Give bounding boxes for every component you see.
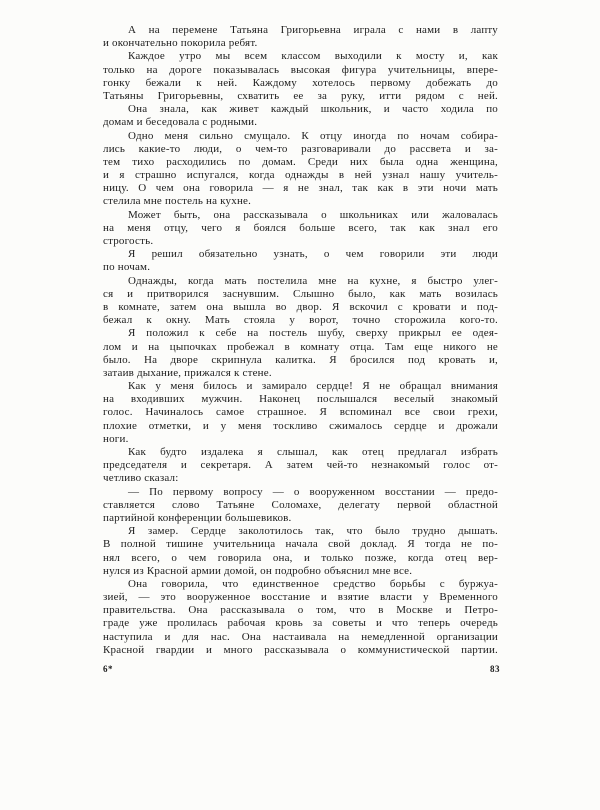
- text-line: гонку бежали к ней. Каждому хотелось первому добежать до: [103, 76, 498, 89]
- text-line: в комнате, затем она вышла во двор. Я вскочил с кровати и под-: [103, 300, 498, 313]
- text-line: Может быть, она рассказывала о школьниках или жаловалась: [128, 208, 498, 221]
- text-line: Как будто издалека я слышал, как отец предлагал избрать: [128, 446, 498, 458]
- text-line: Я замер. Сердце заколотилось так, что было трудно дышать.: [128, 525, 498, 538]
- text-line: Татьяны Григорьевны, схватить ее за руку, итти рядом с ней.: [103, 89, 498, 102]
- text-line: граде уже пролилась рабочая кровь за советы и что теперь очередь: [103, 617, 498, 630]
- text-line: лись какие-то люди, о чем-то разговаривали до рассвета и за-: [103, 142, 498, 155]
- page-number: 83: [490, 664, 500, 674]
- text-line: на входивших мужчин. Наконец послышался веселый знакомый: [103, 393, 498, 406]
- text-line: на меня отцу, чего я боялся больше всего, так как знал его: [103, 221, 498, 234]
- text-line: лом и на цыпочках пробежал в комнату отца. Там еще никого не: [103, 340, 498, 353]
- text-line: четливо сказал:: [103, 472, 179, 485]
- text-line: зией, — это вооруженное восстание и взятие власти у Временного: [103, 591, 498, 604]
- text-line: наступила и для нас. Она настаивала на немедленной организации: [103, 630, 498, 643]
- page-footer: [103, 664, 500, 674]
- text-line: ставляется слово Татьяне Соломахе, делегату первой областной: [103, 498, 498, 511]
- text-line: Она знала, как живет каждый школьник, и часто ходила по: [128, 103, 498, 116]
- text-line: и окончательно покорила ребят.: [103, 37, 258, 50]
- text-line: В полной тишине учительница начала свой доклад. Я тогда не по-: [103, 538, 498, 551]
- text-line: ся и притворился заснувшим. Слышно было, как мать возилась: [103, 287, 498, 300]
- text-line: бежал к окну. Мать стояла у ворот, точно сторожила кого-то.: [103, 314, 498, 327]
- text-line: голос. Начиналось самое страшное. Я вспоминал все свои грехи,: [103, 406, 498, 419]
- text-line: Красной гвардии и много рассказывала о коммунистической партии.: [103, 643, 498, 656]
- text-line: и я страшно испугался, когда однажды в ней узнал нашу учитель-: [103, 169, 498, 182]
- text-line: ницу. О чем она говорила — я не знал, так как в эти ночи мать: [103, 182, 498, 195]
- text-line: Я решил обязательно узнать, о чем говорили эти люди: [128, 248, 498, 261]
- text-line: строгость.: [103, 235, 154, 247]
- text-line: Каждое утро мы всем классом выходили к мосту и, как: [128, 50, 498, 63]
- text-line: Однажды, когда мать постелила мне на кухне, я быстро улег-: [128, 274, 498, 287]
- text-line: правительства. Она рассказывала о том, что в Москве и Петро-: [103, 604, 498, 617]
- text-line: Я положил к себе на постель шубу, сверху прикрыл ее одея-: [128, 327, 498, 340]
- text-line: по ночам.: [103, 261, 151, 274]
- text-line: тем тихо расходились по домам. Среди них была одна женщина,: [103, 155, 498, 168]
- text-line: плохие отметки, и у меня тоскливо сжималось сердце и дрожали: [103, 419, 498, 432]
- text-line: председателя и секретаря. А затем чей-то незнакомый голос от-: [103, 459, 498, 472]
- page-text-block: [103, 24, 498, 657]
- text-line: Она говорила, что единственное средство борьбы с буржуа-: [128, 577, 498, 590]
- text-line: только на дороге показывалась высокая фигура учительницы, впере-: [103, 63, 498, 76]
- text-line: домам и беседовала с родными.: [103, 116, 258, 129]
- text-line: партийной конференции большевиков.: [103, 511, 292, 524]
- text-line: было. На дворе скрипнула калитка. Я бросился под кровать и,: [103, 353, 498, 366]
- text-line: стелила мне постель на кухне.: [103, 195, 252, 208]
- text-line: Как у меня билось и замирало сердце! Я не обращал внимания: [128, 380, 498, 393]
- text-line: затаив дыхание, прижался к стене.: [103, 366, 272, 379]
- text-line: нулся из Красной армии домой, он подробно объяснил мне все.: [103, 564, 413, 577]
- text-line: — По первому вопросу — о вооруженном восстании — предо-: [128, 485, 498, 498]
- text-line: А на перемене Татьяна Григорьевна играла с нами в лапту: [128, 24, 498, 36]
- text-line: Одно меня сильно смущало. К отцу иногда по ночам собира-: [128, 129, 498, 142]
- text-line: ноги.: [103, 432, 129, 445]
- signature-mark: 6*: [103, 664, 113, 674]
- text-line: нял всего, о чем говорила она, и только позже, когда отец вер-: [103, 551, 498, 564]
